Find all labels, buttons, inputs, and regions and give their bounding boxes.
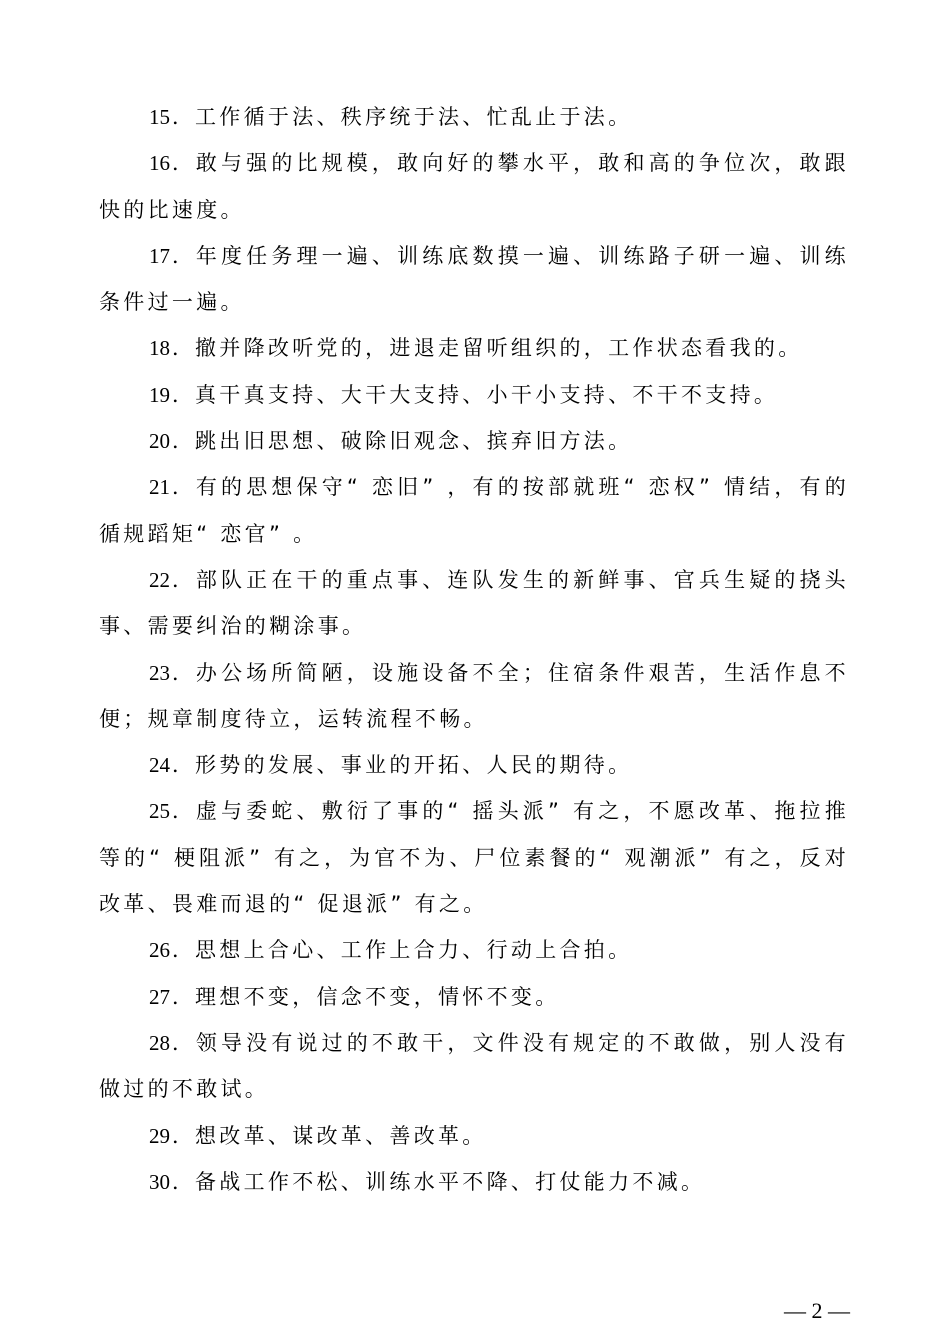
item-text: 办公场所简陋，设施设备不全；住宿条件艰苦，生活作息不便；规章制度待立，运转流程不畅。 xyxy=(99,660,849,731)
item-separator: ． xyxy=(172,475,193,500)
item-separator: ． xyxy=(172,105,193,129)
list-item xyxy=(99,742,849,788)
item-separator: ． xyxy=(172,799,193,824)
item-separator: ． xyxy=(172,382,193,407)
item-text: 思想上合心、工作上合力、行动上合拍。 xyxy=(195,938,633,963)
list-item xyxy=(99,557,849,650)
item-number: 26 xyxy=(149,938,170,963)
item-text: 跳出旧思想、破除旧观念、摈弃旧方法。 xyxy=(195,429,633,454)
item-separator: ． xyxy=(172,984,193,1009)
item-number: 27 xyxy=(149,984,170,1009)
item-text: 领导没有说过的不敢干，文件没有规定的不敢做，别人没有做过的不敢试。 xyxy=(99,1030,849,1102)
item-separator: ． xyxy=(172,429,193,454)
item-separator: ． xyxy=(172,1169,193,1194)
numbered-list xyxy=(99,94,849,1205)
item-text: 敢与强的比规模，敢向好的攀水平，敢和高的争位次，敢跟快的比速度。 xyxy=(99,151,849,222)
item-text: 工作循于法、秩序统于法、忙乱止于法。 xyxy=(195,105,633,129)
item-separator: ． xyxy=(172,753,193,778)
list-item xyxy=(99,418,849,464)
item-separator: ． xyxy=(172,1030,193,1055)
item-separator: ． xyxy=(172,243,193,268)
list-item xyxy=(99,464,849,557)
list-item xyxy=(99,927,849,973)
item-separator: ． xyxy=(172,336,193,361)
item-number: 29 xyxy=(149,1123,170,1148)
item-number: 17 xyxy=(149,243,170,268)
item-separator: ． xyxy=(172,1123,193,1148)
list-item xyxy=(99,650,849,743)
item-number: 16 xyxy=(149,151,170,176)
list-item xyxy=(99,140,849,233)
list-item xyxy=(99,974,849,1020)
item-number: 24 xyxy=(149,753,170,778)
item-separator: ． xyxy=(172,660,193,685)
item-text: 虚与委蛇、敷衍了事的“ 摇头派” 有之，不愿改革、拖拉推等的“ 梗阻派” 有之，为官不为、尸位素餐的“ 观潮派” 有之，反对改革、畏难而退的“ 促退派” 有之。 xyxy=(99,799,849,917)
item-text: 想改革、谋改革、善改革。 xyxy=(195,1123,487,1148)
list-item xyxy=(99,233,849,326)
page-number: — 2 — xyxy=(784,1298,850,1323)
item-separator: ． xyxy=(172,938,193,963)
item-text: 形势的发展、事业的开拓、人民的期待。 xyxy=(195,753,633,778)
item-number: 21 xyxy=(149,475,170,500)
item-separator: ． xyxy=(172,567,193,592)
item-text: 年度任务理一遍、训练底数摸一遍、训练路子研一遍、训练条件过一遍。 xyxy=(99,243,849,315)
list-item xyxy=(99,325,849,371)
item-text: 真干真支持、大干大支持、小干小支持、不干不支持。 xyxy=(195,382,779,407)
item-text: 有的思想保守“ 恋旧” ，有的按部就班“ 恋权” 情结，有的循规蹈矩“ 恋官” 。 xyxy=(99,475,849,546)
list-item xyxy=(99,1159,849,1205)
item-number: 30 xyxy=(149,1169,170,1194)
item-number: 28 xyxy=(149,1030,170,1055)
item-text: 理想不变，信念不变，情怀不变。 xyxy=(195,984,560,1009)
list-item xyxy=(99,94,849,140)
list-item xyxy=(99,372,849,418)
item-number: 25 xyxy=(149,799,170,824)
item-number: 15 xyxy=(149,105,170,129)
item-text: 部队正在干的重点事、连队发生的新鲜事、官兵生疑的挠头事、需要纠治的糊涂事。 xyxy=(99,567,849,639)
item-number: 23 xyxy=(149,660,170,685)
list-item xyxy=(99,1113,849,1159)
item-number: 19 xyxy=(149,382,170,407)
item-number: 20 xyxy=(149,429,170,454)
list-item xyxy=(99,1020,849,1113)
item-number: 22 xyxy=(149,567,170,592)
item-text: 撤并降改听党的，进退走留听组织的，工作状态看我的。 xyxy=(195,336,803,361)
list-item xyxy=(99,788,849,927)
item-number: 18 xyxy=(149,336,170,361)
item-text: 备战工作不松、训练水平不降、打仗能力不减。 xyxy=(195,1169,706,1194)
item-separator: ． xyxy=(172,151,193,176)
